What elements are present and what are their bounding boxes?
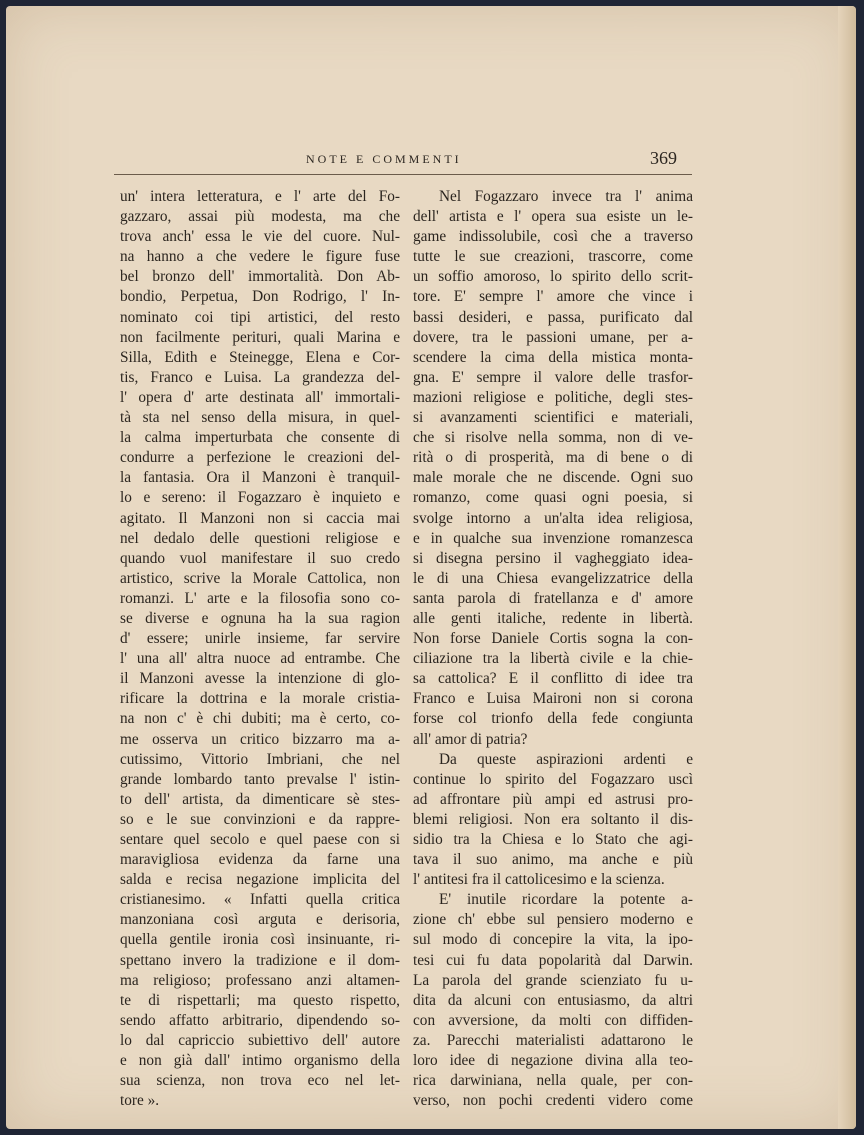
text-line: maravigliosa evidenza da farne una <box>120 851 400 869</box>
text-line: dovere, tra le passioni umane, per a- <box>413 328 693 346</box>
text-line: me osserva un critico bizzarro ma a- <box>120 730 400 748</box>
text-line: za. Parecchi materialisti adattarono le <box>413 1031 693 1049</box>
text-line: all' amor di patria? <box>413 730 528 748</box>
text-line: scendere la cima della mistica monta- <box>413 348 693 366</box>
text-line: quando vuol manifestare il suo credo <box>120 549 400 567</box>
text-line: santa parola di fratellanza e d' amore <box>413 589 693 607</box>
text-line: manzoniana così arguta e derisoria, <box>120 911 400 929</box>
text-line: tore ». <box>120 1092 160 1110</box>
text-line: tutte le sue creazioni, trascorre, come <box>413 248 693 266</box>
text-line: se diverse e ognuna ha la sua ragion <box>120 609 400 627</box>
text-line: La parola del grande scienziato fu u- <box>413 971 693 989</box>
text-line: E' inutile ricordare la potente a- <box>439 891 693 909</box>
page-edge <box>838 6 856 1129</box>
text-line: la fantasia. Ora il Manzoni è tranquil- <box>120 469 400 487</box>
text-line: dell' artista e l' opera sua esiste un le- <box>413 208 693 226</box>
text-line: le di una Chiesa evangelizzatrice della <box>413 569 693 587</box>
header-rule <box>114 174 692 175</box>
left-column <box>120 187 400 1111</box>
text-line: bel bronzo dell' immortalità. Don Ab- <box>120 268 400 286</box>
text-line: sendo affatto arbitrario, dipendendo so- <box>120 1011 400 1029</box>
text-line: quella gentile ironia così insinuante, ri- <box>120 931 400 949</box>
text-line: dita da alcuni con entusiasmo, da altri <box>413 991 693 1009</box>
text-line: trova anch' essa le vie del cuore. Nul- <box>120 228 400 246</box>
text-line: lo dal capriccio subiettivo dell' autore <box>120 1031 400 1049</box>
text-line: forse col trionfo della fede congiunta <box>413 710 693 728</box>
running-header: NOTE E COMMENTI <box>306 152 462 166</box>
text-line: tà sta nel senso della misura, in quel- <box>120 409 400 427</box>
text-line: l' opera d' arte destinata all' immortali- <box>120 388 400 406</box>
text-line: salda e recisa negazione implicita del <box>120 871 400 889</box>
text-line: na non c' è chi dubiti; ma è certo, co- <box>120 710 400 728</box>
text-line: sul modo di concepire la vita, la ipo- <box>413 931 693 949</box>
text-line: blemi religiosi. Non era soltanto il dis- <box>413 810 693 828</box>
text-line: non facilmente perituri, quali Marina e <box>120 328 400 346</box>
text-line: un soffio amoroso, lo spirito dello scrit- <box>413 268 693 286</box>
text-line: ciliazione tra la libertà civile e la chie- <box>413 650 693 668</box>
text-line: e in qualche sua invenzione romanzesca <box>413 529 693 547</box>
text-line: l' antitesi fra il cattolicesimo e la scienza. <box>413 871 665 889</box>
text-line: si avanzamenti scientifici e materiali, <box>413 409 693 427</box>
text-line: male morale che ne discende. Ogni suo <box>413 469 693 487</box>
text-line: rica darwiniana, nella quale, per con- <box>413 1072 693 1090</box>
text-line: na hanno a che vedere le figure fuse <box>120 248 400 266</box>
text-line: cristianesimo. « Infatti quella critica <box>120 891 400 909</box>
text-line: sa cattolica? E il conflitto di idee tra <box>413 670 693 688</box>
text-line: continue lo spirito del Fogazzaro uscì <box>413 770 693 788</box>
text-line: il Manzoni avesse la intenzione di glo- <box>120 670 400 688</box>
text-line: te di rispettarli; ma questo rispetto, <box>120 991 400 1009</box>
text-line: la calma imperturbata che consente di <box>120 429 400 447</box>
text-line: e non già dall' intimo organismo della <box>120 1052 400 1070</box>
text-line: Nel Fogazzaro invece tra l' anima <box>439 188 693 205</box>
text-line: tore. E' sempre l' amore che vince i <box>413 288 693 306</box>
text-line: mazioni religiose e politiche, degli stes- <box>413 388 693 406</box>
text-line: tava il suo animo, ma anche e più <box>413 851 693 869</box>
text-line: Da queste aspirazioni ardenti e <box>439 750 693 768</box>
text-line: nominato coi tipi artistici, del resto <box>120 308 400 326</box>
text-line: bassi desideri, e passa, purificato dal <box>413 308 693 326</box>
text-line: agitato. Il Manzoni non si caccia mai <box>120 509 400 527</box>
text-line: grande lombardo tanto prevalse l' istin- <box>120 770 400 788</box>
text-line: Silla, Edith e Steinegge, Elena e Cor- <box>120 348 400 366</box>
right-column <box>413 187 693 1111</box>
text-line: bondio, Perpetua, Don Rodrigo, l' In- <box>120 288 400 306</box>
text-line: l' una all' altra nuoce ad entrambe. Che <box>120 650 400 668</box>
text-line: rità o di prosperità, ma di bene o di <box>413 449 693 467</box>
text-line: sentare quel secolo e quel paese con si <box>120 831 400 848</box>
text-line: che si risolve nella somma, non di ve- <box>413 429 693 447</box>
text-line: to dell' artista, da dimenticare sè stes- <box>120 790 400 808</box>
text-line: Franco e Luisa Maironi non si corona <box>413 690 693 708</box>
text-line: sidio tra la Chiesa e lo Stato che agi- <box>413 831 693 848</box>
book-page <box>6 6 856 1129</box>
text-line: tesi cui fu data popolarità dal Darwin. <box>413 951 693 969</box>
text-line: cutissimo, Vittorio Imbriani, che nel <box>120 750 400 768</box>
text-line: rificare la dottrina e la morale cristia- <box>120 690 400 708</box>
text-line: romanzo, come quasi ogni poesia, si <box>413 489 693 507</box>
text-line: verso, non pochi credenti videro come <box>413 1092 693 1110</box>
text-line: spettano invero la tradizione e il dom- <box>120 951 400 969</box>
text-line: tis, Franco e Luisa. La grandezza del- <box>120 368 400 386</box>
text-line: Non forse Daniele Cortis sogna la con- <box>413 630 693 648</box>
text-line: so e le sue convinzioni e da rappre- <box>120 810 400 828</box>
text-line: zione ch' ebbe sul pensiero moderno e <box>413 911 693 929</box>
text-line: d' essere; unirle insieme, far servire <box>120 630 400 648</box>
text-line: con avversione, da molti con diffiden- <box>413 1011 693 1029</box>
text-line: loro idee di negazione divina alla teo- <box>413 1052 693 1070</box>
text-line: alle genti italiche, redente in libertà. <box>413 609 693 627</box>
text-line: gna. E' sempre il valore delle trasfor- <box>413 368 693 386</box>
text-line: si disegna persino il vagheggiato idea- <box>413 549 693 567</box>
text-line: ad affrontare più ampi ed astrusi pro- <box>413 790 693 808</box>
page-number: 369 <box>650 148 677 168</box>
text-line: romanzi. L' arte e la filosofia sono co- <box>120 589 400 607</box>
text-line: ma religioso; professano anzi altamen- <box>120 971 400 989</box>
text-line: condurre a perfezione le creazioni del- <box>120 449 400 467</box>
text-line: lo e sereno: il Fogazzaro è inquieto e <box>120 489 400 507</box>
text-line: game indissolubile, così che a traverso <box>413 228 693 246</box>
text-line: gazzaro, assai più modesta, ma che <box>120 208 400 226</box>
text-line: nel dedalo delle questioni religiose e <box>120 529 400 547</box>
text-line: un' intera letteratura, e l' arte del Fo- <box>120 188 400 205</box>
text-line: svolge intorno a un'alta idea religiosa, <box>413 509 693 527</box>
text-line: artistico, scrive la Morale Cattolica, non <box>120 569 400 587</box>
text-line: sua scienza, non trova eco nel let- <box>120 1072 400 1090</box>
